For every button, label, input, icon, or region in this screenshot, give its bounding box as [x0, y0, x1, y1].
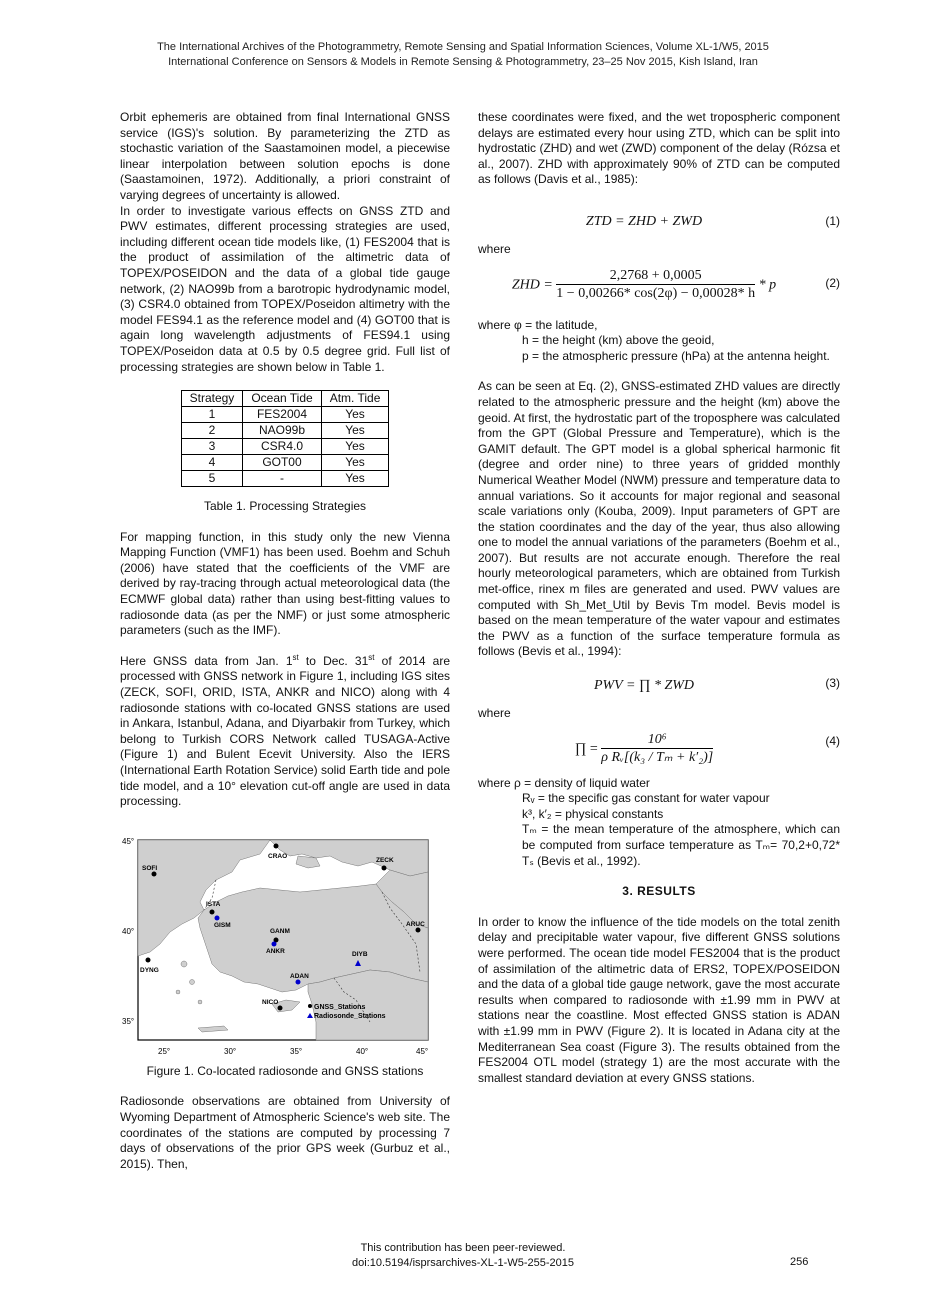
left-column — [120, 110, 450, 1172]
table-cell: 2 — [181, 423, 243, 439]
definition: Tₘ = the mean temperature of the atmosphere, which can be computed from surface temperature as Tₘ= 70,2+0,72* Tₛ (Bevis et al., 1992). — [522, 822, 840, 868]
definition: h = the height (km) above the geoid, — [522, 333, 715, 348]
header-line-1: The International Archives of the Photogrammetry, Remote Sensing and Spatial Information Sciences, Volume XL-1/W5, 2015 — [157, 41, 769, 53]
table-cell: Yes — [321, 439, 389, 455]
table-row — [181, 455, 389, 471]
table-cell: Yes — [321, 471, 389, 487]
paragraph: In order to know the influence of the tide models on the total zenith delay and precipitable water vapour, five different GNSS solutions were performed. The ocean tide model FES2004 that is the product of assimilation of the altimetric data of ERS2, TOPEX/POSEIDON and the data of a global tide gauge network, gave the most accurate results when compared to radiosonde with ±1.99 mm in PWV at stations near the coastline. Most effected GNSS station is ADAN with ±1.99 mm in PWV (Figure 2). It is located in Adana city at the Mediterranean Sea coast (Figure 3). The results obtained from the FES2004 OTL model (strategy 1) are the most accurate with the smallest standard deviation at every GNSS stations. — [478, 914, 840, 1085]
lat-tick-label: 45° — [122, 836, 135, 846]
table-header-cell: Strategy — [181, 391, 243, 407]
table-cell: 4 — [181, 455, 243, 471]
paragraph: Here GNSS data from Jan. 1st to Dec. 31st of 2014 are processed with GNSS network in Figure 1, including IGS sites (ZECK, SOFI, ORID, ISTA, ANKR and NICO) along with 4 radiosonde stations with co-located GNSS stations are used in Ankara, Istanbul, Adana, and Diyarbakir from Turkey, which belong to Turkish CORS Network called TUSAGA-Active (Figure 1) and Bulent Ecevit University. Also the IERS (International Earth Rotation Service) solid Earth tide and pole tide model, and a 10° elevation cut-off angle are used in data processing. — [120, 652, 450, 809]
table-row — [181, 439, 389, 455]
station-label: SOFI — [142, 864, 158, 872]
station-label: ANKR — [266, 947, 285, 955]
table-row — [181, 407, 389, 423]
paragraph: For mapping function, in this study only the new Vienna Mapping Function (VMF1) has been used. Boehm and Schuh (2006) have stated that the coefficients of the VMF are derived by ray-tracing through actual meteorological data (the ECMWF global data) rather than using best-fitting values to radiosonde data (as per the NMF) or just some atmospheric parameters (such as the IMF). — [120, 529, 450, 638]
definition: p = the atmospheric pressure (hPa) at the antenna height. — [522, 348, 830, 363]
legend-label: GNSS_Stations — [314, 1003, 366, 1011]
header-line-2: International Conference on Sensors & Models in Remote Sensing & Photogrammetry, 23–25 Nov 2015, Kish Island, Iran — [168, 55, 758, 68]
definition: k³, k′₂ = physical constants — [522, 806, 664, 821]
table-row — [181, 423, 389, 439]
lat-tick-label: 40° — [122, 926, 135, 936]
table-cell: FES2004 — [243, 407, 321, 423]
table-cell: 3 — [181, 439, 243, 455]
table-cell: - — [243, 471, 321, 487]
table-header-cell: Atm. Tide — [321, 391, 389, 407]
station-label: GANM — [270, 927, 290, 935]
station-map-figure — [120, 832, 438, 1062]
right-column — [478, 110, 840, 1086]
lon-tick-label: 35° — [290, 1046, 303, 1056]
table-cell: GOT00 — [243, 455, 321, 471]
station-label: ISTA — [206, 900, 221, 908]
table-cell: Yes — [321, 455, 389, 471]
equation-3: PWV = ∏ * ZWD (3) — [593, 676, 840, 694]
lon-tick-label: 45° — [416, 1046, 429, 1056]
table-cell: Yes — [321, 407, 389, 423]
table-cell: 1 — [181, 407, 243, 423]
lon-tick-label: 40° — [356, 1046, 369, 1056]
table-header-cell: Ocean Tide — [243, 391, 321, 407]
paragraph: As can be seen at Eq. (2), GNSS-estimated ZHD values are directly related to the atmospheric pressure and the height (km) above the geoid. At first, the hydrostatic part of the troposphere was calculated from the GPT (Global Pressure and Temperature), which is the GAMIT default. The GPT model is a global spherical harmonic fit (degree and order nine) to three years of gridded monthly Numerical Weather Model (NWM) pressure and temperature data to annual variations. So it accounts for major regional and seasonal scale variations only (Kouba, 2009). Input parameters of GPT are the station coordinates and the day of the year, thus also allowing one to model the annual variations of the parameters (Boehm et al., 2007). But results are not accurate enough. Therefore the real hourly meteorological parameters, which are obtained from Turkish met-office, rinex m files are generated and used. PWV values are computed with Sh_Met_Util by Bevis Tm model. Bevis model is based on the mean temperature of the water vapour and estimates the PWV as a function of the surface temperature formula as follows (Bevis et al., 1994): — [478, 379, 840, 659]
station-label: CRAO — [268, 852, 288, 860]
station-label: GISM — [214, 921, 231, 929]
lat-tick-label: 35° — [122, 1016, 135, 1026]
lon-tick-label: 25° — [158, 1046, 171, 1056]
table-cell: NAO99b — [243, 423, 321, 439]
station-label: ADAN — [290, 972, 309, 980]
footer — [0, 1241, 926, 1270]
station-label: ARUC — [406, 920, 425, 928]
where-label: where — [478, 706, 511, 721]
equation-4: ∏ = $\frac{\text{10⁶}}{\text{ρ Rᵥ[(k₃ / Tₘ + k′₂)]}}$ (4) — [574, 731, 840, 766]
page-number: 256 — [790, 1256, 809, 1268]
station-map — [120, 832, 438, 1062]
processing-strategies-table — [181, 390, 390, 487]
definition: where φ = the latitude, — [478, 317, 598, 332]
definition: where ρ = density of liquid water — [478, 775, 650, 790]
lon-tick-label: 30° — [224, 1046, 237, 1056]
footer-doi: doi:10.5194/isprsarchives-XL-1-W5-255-2015 — [352, 1256, 574, 1269]
paragraph: In order to investigate various effects on GNSS ZTD and PWV estimates, different processing strategies are used, including different ocean tide models like, (1) FES2004 that is the product of assimilation of the altimetric data of TOPEX/POSEIDON and the data of a global tide gauge network, (2) NAO99b from a barotropic hydrodynamic model, (3) CSR4.0 obtained from TOPEX/Poseidon altimetry with the model FES94.1 as the reference model and (4) GOT00 that is again long wavelength adjustments of FES94.1 using TOPEX/Poseidon data at 0.5 by 0.5 degree grid. Full list of processing strategies are shown below in Table 1. — [120, 203, 450, 374]
station-label: DYNG — [140, 966, 159, 974]
table-row — [181, 471, 389, 487]
table-header-row — [181, 391, 389, 407]
where-label: where — [478, 241, 511, 256]
paragraph: these coordinates were fixed, and the wet tropospheric component delays are estimated every hour using ZTD, which can be split into hydrostatic (ZHD) and wet (ZWD) component of the delay (Rózsa et al., 2007). ZHD with approximately 90% of ZTD can be computed as follows (Davis et al., 1985): — [478, 110, 840, 187]
footer-line-1: This contribution has been peer-reviewed. — [360, 1242, 566, 1254]
station-label: DIYB — [352, 950, 368, 958]
section-heading: 3. RESULTS — [622, 884, 696, 899]
table-caption: Table 1. Processing Strategies — [203, 499, 367, 514]
definition: Rᵥ = the specific gas constant for water vapour — [522, 791, 770, 806]
table-cell: 5 — [181, 471, 243, 487]
running-header — [0, 40, 926, 69]
legend-label: Radiosonde_Stations — [314, 1012, 386, 1020]
paragraph: Orbit ephemeris are obtained from final International GNSS service (IGS)'s solution. By parameterizing the ZTD as stochastic variation of the Saastamoinen model, a piecewise linear interpolation between solution epochs is done (Saastamoinen, 1972). Additionally, a priori constraint of varying degrees of uncertainty is allowed. — [120, 110, 450, 202]
table-cell: Yes — [321, 423, 389, 439]
station-label: NICO — [262, 998, 279, 1006]
figure-caption: Figure 1. Co-located radiosonde and GNSS stations — [146, 1063, 424, 1078]
equation-2: ZHD = $\frac{2,2768 + 0,0005}{1 - 0,00266* \cos(2\varphi) - 0,00028* h}$ * p (2) — [511, 267, 840, 302]
equation-1: ZTD = ZHD + ZWD (1) — [585, 213, 840, 229]
paragraph: Radiosonde observations are obtained from University of Wyoming Department of Atmospheric Science's web site. The coordinates of the stations are computed by processing 7 days of observations of the prior GPS week (Gurbuz et al., 2015). Then, — [120, 1094, 450, 1171]
table-cell: CSR4.0 — [243, 439, 321, 455]
station-label: ZECK — [376, 856, 394, 864]
